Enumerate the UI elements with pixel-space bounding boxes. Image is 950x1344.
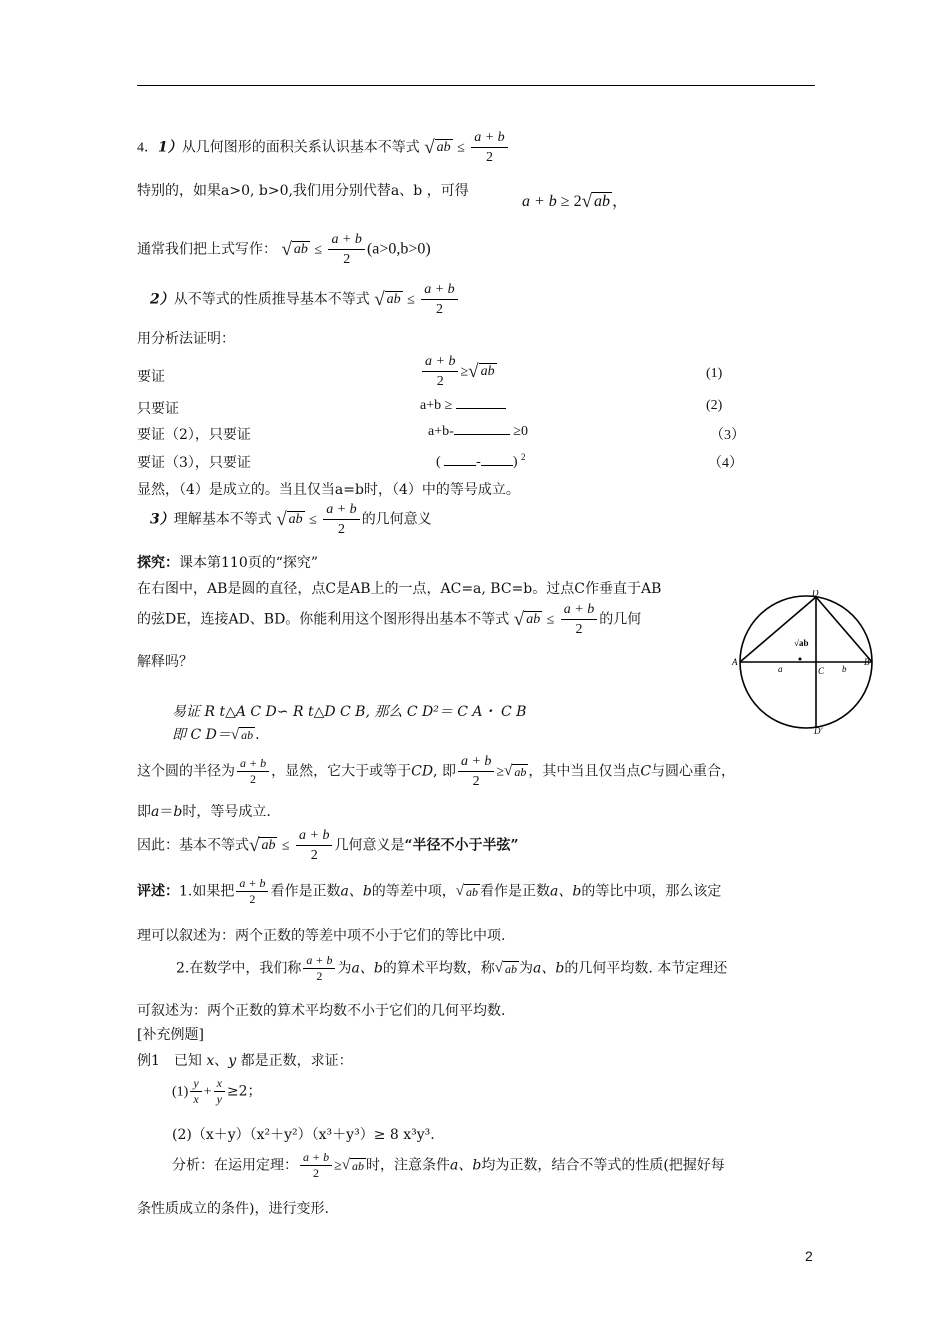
example-header: [补充例题] [137, 1027, 204, 1043]
center-dot [799, 658, 802, 661]
proof-row-4-tag: （4） [708, 456, 743, 471]
equality-line: 即a＝b时，等号成立. [137, 804, 271, 820]
therefore-line: 因此：基本不等式√ ab ≤ $\frac{a + b}{2}$ 几何意义是“半径不小于半弦” [137, 828, 519, 863]
part2-heading: 2）从不等式的性质推导基本不等式 √ ab ≤ $\frac{a + b}{2}$ [150, 280, 460, 319]
frac-apb-2: $\frac{a + b}{2}$ [471, 128, 507, 167]
label-b-point: B [864, 657, 870, 667]
analysis-line-1: 分析：在运用定理： $\frac{a + b}{2}$ ≥√ ab 时，注意条件a、b均为正数，结合不等式的性质(把握好每 [172, 1150, 725, 1180]
page-number: 2 [805, 1248, 813, 1264]
proof-row-1-expr: $\frac{a + b}{2}$ ≥√ ab [420, 352, 497, 391]
explore-heading: 探究：课本第110页的“探究” [137, 555, 319, 571]
similar-triangles-line: 易证 R t△A C D∽ R t△D C B, 那么 C D²＝ C A・ C B [172, 704, 527, 720]
label-c-point: C [818, 666, 825, 676]
proof-row-1-tag: (1) [706, 366, 723, 381]
proof-row-4-label: 要证（3），只要证 [137, 455, 251, 471]
example-item-1: (1) $\frac{y}{x}$ + $\frac{x}{y}$ ≥2； [172, 1076, 262, 1106]
example-title: 例1 已知 x、y 都是正数，求证： [137, 1053, 353, 1069]
analysis-method-label: 用分析法证明： [137, 331, 235, 347]
proof-row-1-label: 要证 [137, 369, 165, 385]
proof-row-2-label: 只要证 [137, 401, 179, 417]
radius-line: 这个圆的半径为 $\frac{a + b}{2}$ ，显然，它大于或等于CD, 即 $\frac{a + b}{2}$ ≥√ ab ，其中当且仅当点C与圆心重合， [137, 754, 736, 789]
label-b-length: b [842, 664, 847, 674]
analysis-line-2: 条性质成立的条件)，进行变形. [137, 1201, 329, 1217]
label-a-point: A [732, 657, 738, 667]
label-sqrt-ab: √ab [794, 638, 809, 648]
proof-row-3-label: 要证（2），只要证 [137, 427, 251, 443]
comment-line-3: 2.在数学中，我们称 $\frac{a + b}{2}$ 为a、b的算术平均数，称√ ab 为a、b的几何平均数. 本节定理还 [176, 953, 728, 983]
segment-ad [740, 597, 816, 662]
label-dprime-point: D' [814, 726, 823, 736]
proof-row-4-expr: ( - ) $^2$ [436, 452, 526, 470]
example-item-2: (2)（x＋y）（x²＋y²）（x³＋y³）≥ 8 x³y³. [172, 1127, 435, 1143]
label-d-point: D [812, 590, 819, 598]
section4-heading: 4．1）从几何图形的面积关系认识基本不等式 √ ab ≤ $\frac{a + b}{2}$ [137, 128, 510, 167]
label-a-length: a [778, 664, 783, 674]
special-case-line: 特别的，如果a>0, b>0,我们用分别代替a、b ，可得 [137, 183, 469, 199]
explore-line-1: 在右图中，AB是圆的直径，点C是AB上的一点，AC=a, BC=b。过点C作垂直于AB [137, 581, 662, 597]
proof-row-3-tag: （3） [710, 428, 745, 443]
cd-sqrt-line: 即 C D＝√ ab . [172, 726, 260, 743]
sqrt-ab: √ ab [424, 136, 451, 158]
comment-line-4: 可叙述为：两个正数的算术平均数不小于它们的几何平均数. [137, 1003, 506, 1019]
comment-line-2: 理可以叙述为：两个正数的等差中项不小于它们的等比中项. [137, 928, 506, 944]
circle-figure [728, 590, 878, 740]
explore-line-2: 的弦DE，连接AD、BD。你能利用这个图形得出基本不等式 √ ab ≤ $\frac{a + b}{2}$ 的几何 [137, 602, 642, 637]
comment-line-1: 评述：1.如果把 $\frac{a + b}{2}$ 看作是正数a、b的等差中项，√ ab 看作是正数a、b的等比中项，那么该定 [137, 876, 722, 906]
conclusion-line: 显然，（4）是成立的。当且仅当a=b时，（4）中的等号成立。 [137, 482, 520, 498]
proof-row-3-expr: a+b- ≥0 [428, 424, 528, 439]
header-rule [137, 85, 815, 86]
inequality-apb-ge-2sqrt: a + b ≥ 2√ ab ， [522, 191, 629, 213]
proof-row-2-tag: (2) [706, 398, 723, 413]
usual-form-line: 通常我们把上式写作： √ ab ≤ $\frac{a + b}{2}$ (a>0,b>0) [137, 232, 431, 267]
explore-line-3: 解释吗？ [137, 654, 193, 670]
part3-heading: 3）理解基本不等式 √ ab ≤ $\frac{a + b}{2}$ 的几何意义 [150, 502, 432, 537]
proof-row-2-expr: a+b ≥ [420, 398, 506, 414]
